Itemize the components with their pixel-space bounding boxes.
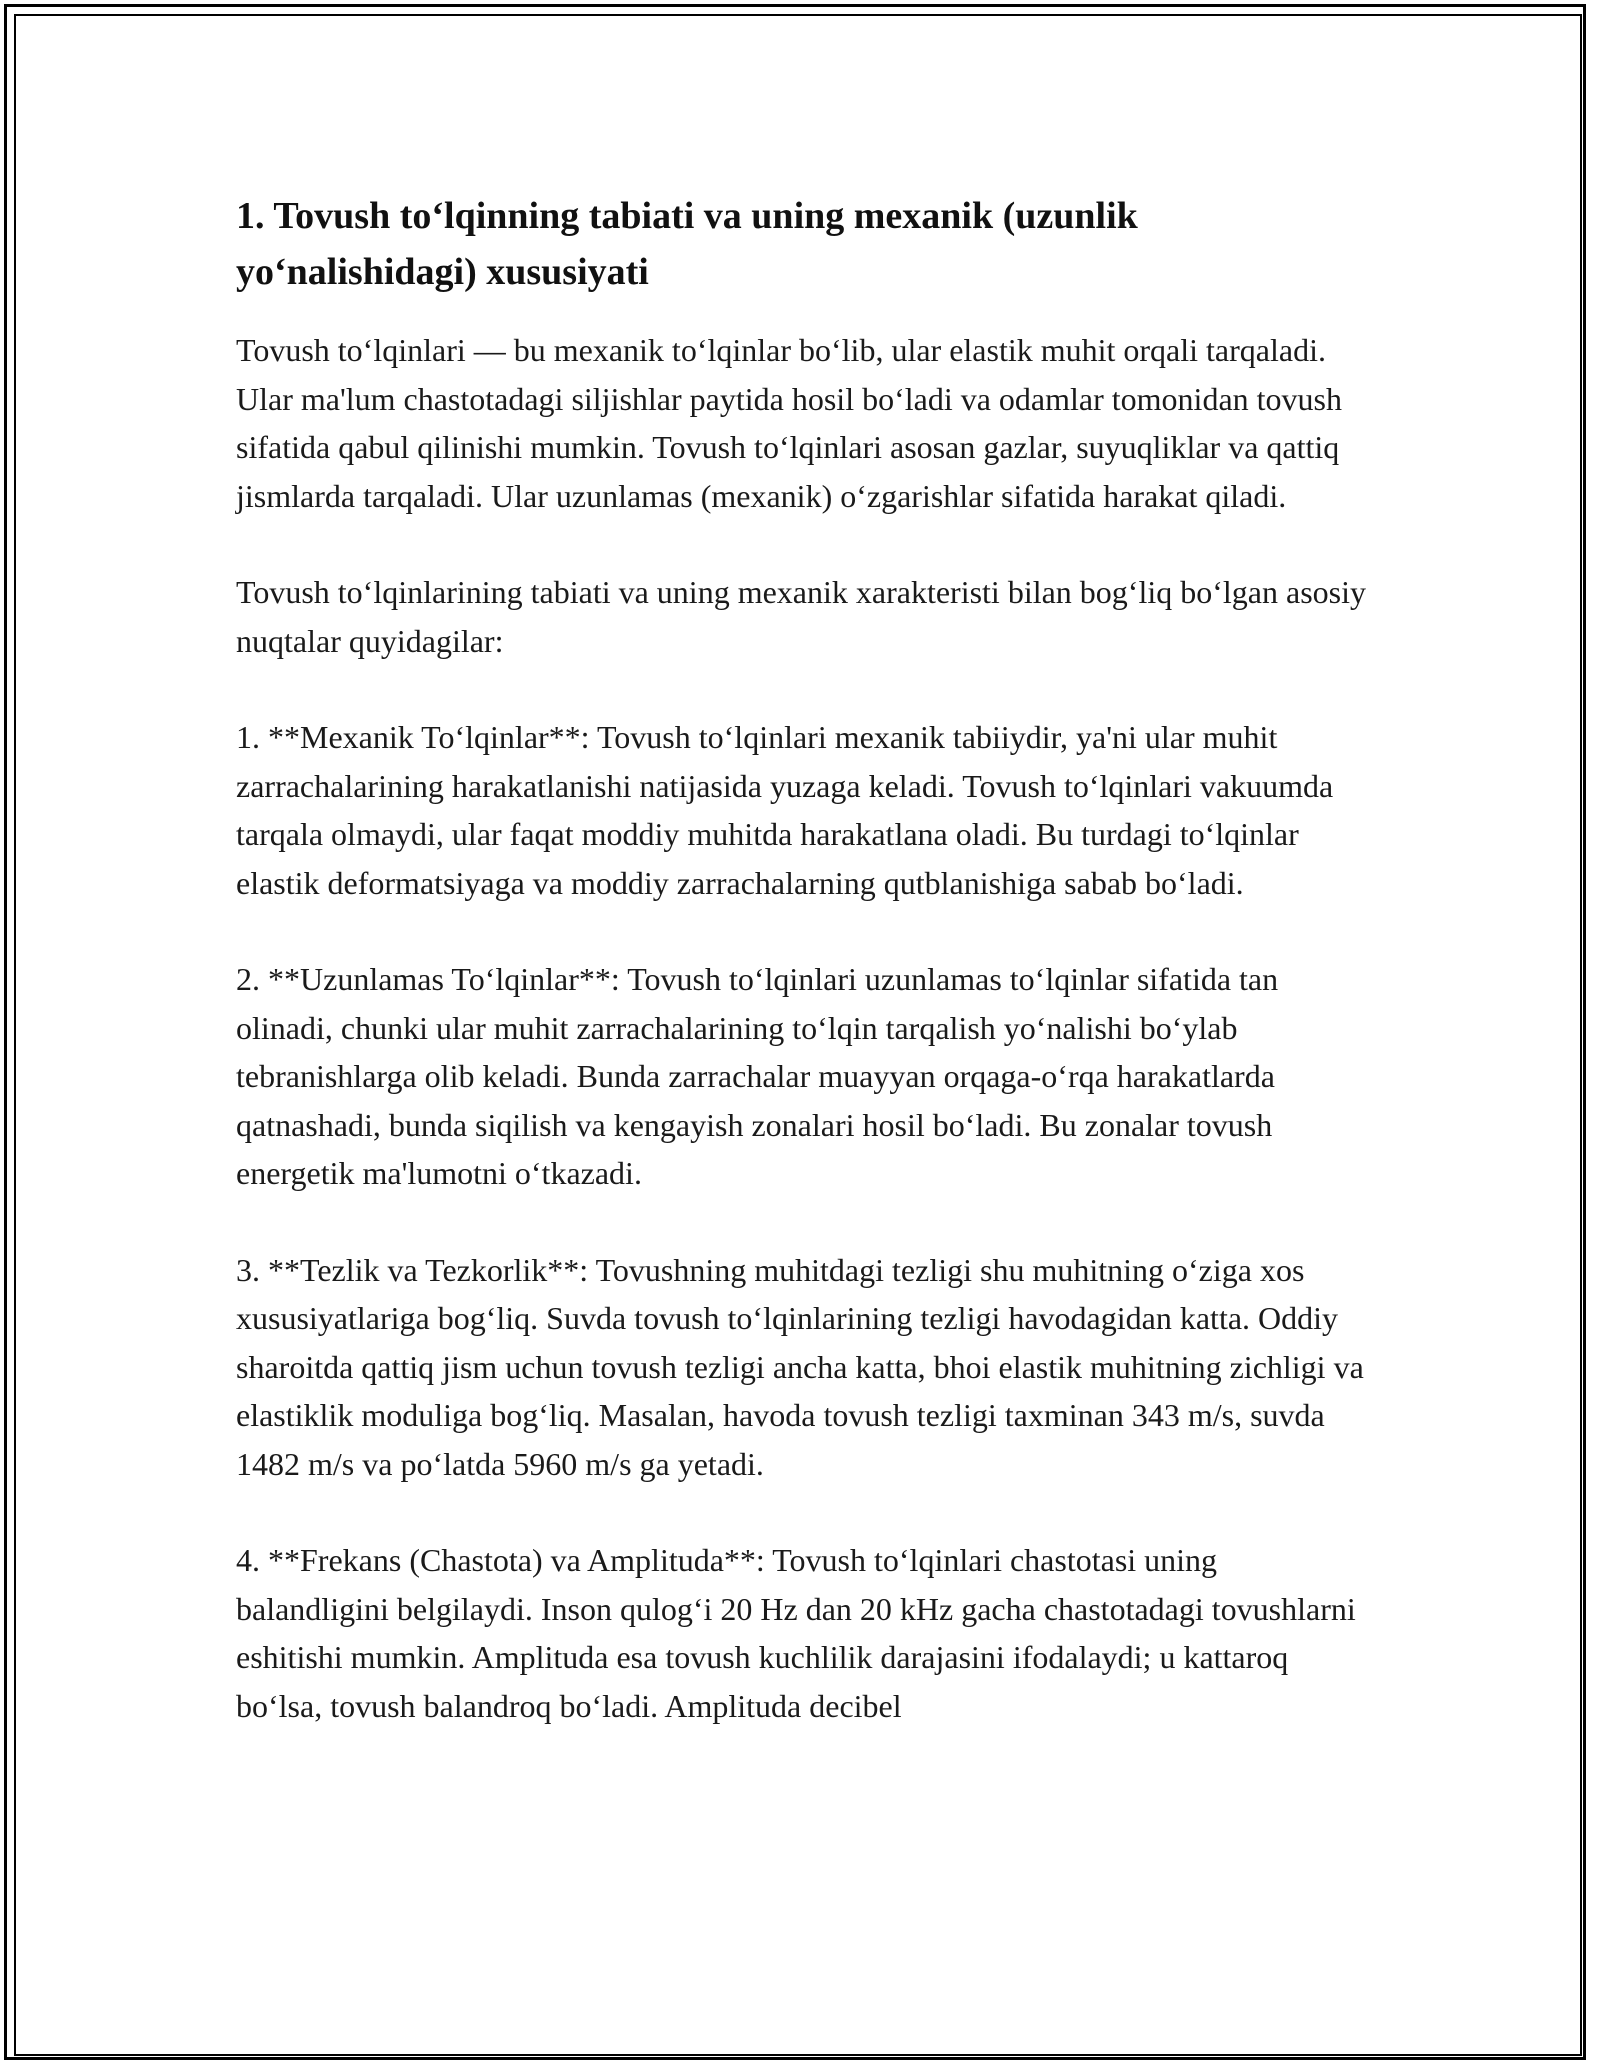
paragraph-intro: Tovush to‘lqinlari — bu mexanik to‘lqinlar bo‘lib, ular elastik muhit orqali tarqaladi. Ular ma'lum chastotadagi siljishlar paytida hosil bo‘ladi va odamlar tomonidan tovush sifatida qabul qilinishi mumkin. Tovush to‘lqinlari asosan gazlar, suyuqliklar va qattiq jismlarda tarqaladi. Ular uzunlamas (mexanik) o‘zgarishlar sifatida harakat qiladi. bbox=[236, 332, 1342, 514]
paragraph-key-points: Tovush to‘lqinlarining tabiati va uning mexanik xarakteristi bilan bog‘liq bo‘lgan asosiy nuqtalar quyidagilar: bbox=[236, 574, 1366, 659]
document-body bbox=[236, 188, 1376, 1778]
paragraph-speed: 3. **Tezlik va Tezkorlik**: Tovushning muhitdagi tezligi shu muhitning o‘ziga xos xususiyatlariga bog‘liq. Suvda tovush to‘lqinlarining tezligi havodagidan katta. Oddiy sharoitda qattiq jism uchun tovush tezligi ancha katta, bhoi elastik muhitning zichligi va elastiklik moduliga bog‘liq. Masalan, havoda tovush tezligi taxminan 343 m/s, suvda 1482 m/s va po‘latda 5960 m/s ga yetadi. bbox=[236, 1251, 1364, 1482]
paragraph-mechanical-waves: 1. **Mexanik To‘lqinlar**: Tovush to‘lqinlari mexanik tabiiydir, ya'ni ular muhit zarrachalarining harakatlanishi natijasida yuzaga keladi. Tovush to‘lqinlari vakuumda tarqala olmaydi, ular faqat moddiy muhitda harakatlana oladi. Bu turdagi to‘lqinlar elastik deformatsiyaga va moddiy zarrachalarning qutblanishiga sabab bo‘ladi. bbox=[236, 719, 1334, 901]
paragraph-longitudinal-waves: 2. **Uzunlamas To‘lqinlar**: Tovush to‘lqinlari uzunlamas to‘lqinlar sifatida tan olinadi, chunki ular muhit zarrachalarining to‘lqin tarqalish yo‘nalishi bo‘ylab tebranishlarga olib keladi. Bunda zarrachalar muayyan orqaga-o‘rqa harakatlarda qatnashadi, bunda siqilish va kengayish zonalari hosil bo‘ladi. Bu zonalar tovush energetik ma'lumotni o‘tkazadi. bbox=[236, 961, 1279, 1191]
section-heading: 1. Tovush to‘lqinning tabiati va uning mexanik (uzunlik yo‘nalishidagi) xususiyati bbox=[236, 195, 1138, 293]
paragraph-frequency-amplitude: 4. **Frekans (Chastota) va Amplituda**: Tovush to‘lqinlari chastotasi uning balandligini belgilaydi. Inson qulog‘i 20 Hz dan 20 kHz gacha chastotadagi tovushlarni eshitishi mumkin. Amplituda esa tovush kuchlilik darajasini ifodalaydi; u kattaroq bo‘lsa, tovush balandroq bo‘ladi. Amplituda decibel bbox=[236, 1542, 1356, 1724]
